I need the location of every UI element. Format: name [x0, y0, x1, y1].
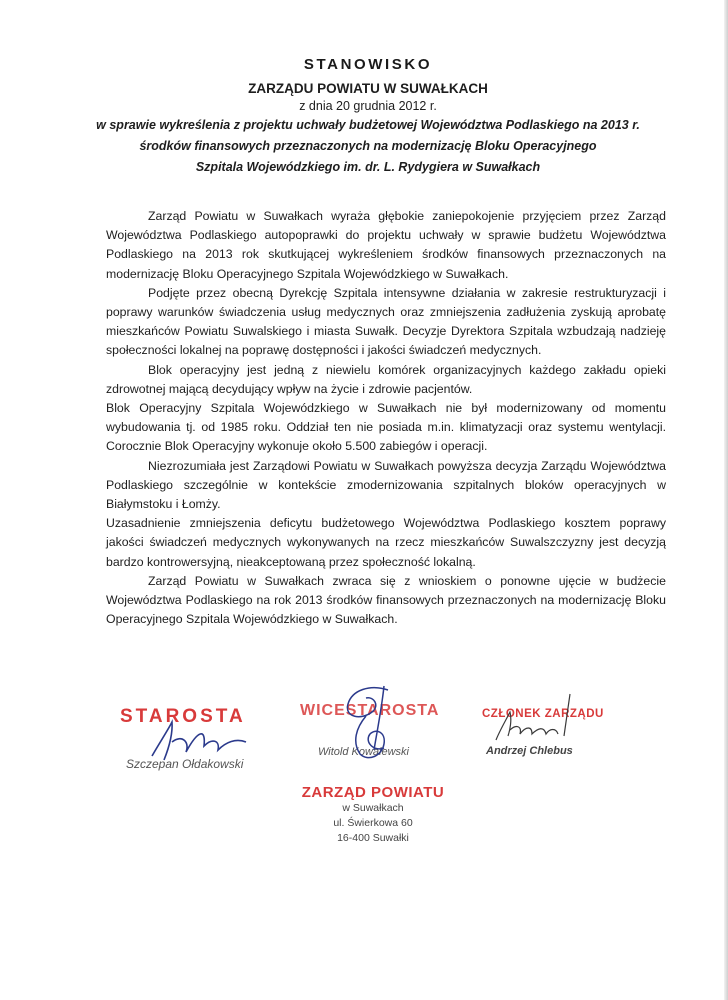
- starosta-stamp: STAROSTA: [120, 706, 246, 727]
- subject-line-3: Szpitala Wojewódzkiego im. dr. L. Rydygiera w Suwałkach: [195, 160, 541, 174]
- document-header: [0, 56, 728, 179]
- office-stamp-street: ul. Świerkowa 60: [333, 817, 413, 829]
- document-date: z dnia 20 grudnia 2012 r.: [299, 99, 437, 113]
- document-title: STANOWISKO: [303, 56, 433, 73]
- office-stamp-title: ZARZĄD POWIATU: [301, 784, 445, 801]
- starosta-name: Szczepan Ołdakowski: [126, 757, 244, 771]
- paragraph-7: Zarząd Powiatu w Suwałkach zwraca się z wnioskiem o ponowne ujęcie w budżecie Województwa Podlaskiego na rok 2013 środków finansowych przeznaczonych na modernizację Bloku Operacyjnego Szpitala Wojewódzkiego w Suwałkach.: [106, 573, 666, 627]
- paragraph-3: Blok operacyjny jest jedną z niewielu komórek organizacyjnych każdego zakładu opieki zdrowotnej mającą decydujący wpływ na życie i zdrowie pacjentów.: [106, 362, 666, 396]
- paragraph-6: Uzasadnienie zmniejszenia deficytu budżetowego Województwa Podlaskiego kosztem poprawy jakości świadczeń medycznych wykonywanych na rzecz mieszkańców Suwalszczyzny jest decyzją bardzo kontrowersyjną, nieakceptowaną przez społeczność lokalną.: [106, 516, 666, 569]
- starosta-signature: [146, 712, 256, 768]
- czlonek-stamp: CZŁONEK ZARZĄDU: [482, 708, 604, 720]
- wicestarosta-stamp: WICESTAROSTA: [300, 702, 440, 719]
- wicestarosta-signature: [326, 676, 416, 766]
- document-subtitle: ZARZĄDU POWIATU W SUWAŁKACH: [248, 81, 488, 96]
- paragraph-4: Blok Operacyjny Szpitala Wojewódzkiego w Suwałkach nie był modernizowany od momentu wybudowania tj. od 1985 roku. Oddział ten nie posiada m.in. klimatyzacji oraz systemu wentylacji. Corocznie Blok Operacyjny wykonuje około 5.500 zabiegów i operacji.: [106, 401, 666, 454]
- office-stamp-postal: 16-400 Suwałki: [337, 832, 409, 844]
- czlonek-signature: [492, 690, 592, 746]
- czlonek-name: Andrzej Chlebus: [486, 745, 573, 757]
- paragraph-5: Niezrozumiała jest Zarządowi Powiatu w Suwałkach powyższa decyzja Zarządu Województwa Podlaskiego szczególnie w kontekście zmodernizowania szpitalnych bloków operacyjnych w Białymstoku i Łomży.: [106, 458, 666, 512]
- document-body: [106, 207, 666, 629]
- paragraph-2: Podjęte przez obecną Dyrekcję Szpitala intensywne działania w zakresie restrukturyzacji i poprawy warunków świadczenia usług medycznych oraz zmniejszenia zadłużenia zyskują aprobatę mieszkańców Powiatu Suwalskiego i miasta Suwałk. Decyzje Dyrektora Szpitala wzbudzają nadzieję społeczności lokalnej na poprawę dostępności i jakości świadczeń medycznych.: [106, 285, 666, 358]
- subject-line-1: w sprawie wykreślenia z projektu uchwały budżetowej Województwa Podlaskiego na 2013 r.: [96, 118, 640, 132]
- subject-line-2: środków finansowych przeznaczonych na modernizację Bloku Operacyjnego: [139, 139, 597, 153]
- office-stamp: [298, 784, 448, 846]
- paragraph-1: Zarząd Powiatu w Suwałkach wyraża głębokie zaniepokojenie przyjęciem przez Zarząd Województwa Podlaskiego autopoprawki do projektu uchwały w sprawie budżetu Województwa Podlaskiego na 2013 rok skutkującej wykreśleniem środków finansowych przeznaczonych na modernizację Bloku Operacyjnego Szpitala Wojewódzkiego w Suwałkach.: [106, 209, 666, 281]
- office-stamp-city: w Suwałkach: [342, 802, 404, 814]
- wicestarosta-name: Witold Kowalewski: [318, 746, 409, 758]
